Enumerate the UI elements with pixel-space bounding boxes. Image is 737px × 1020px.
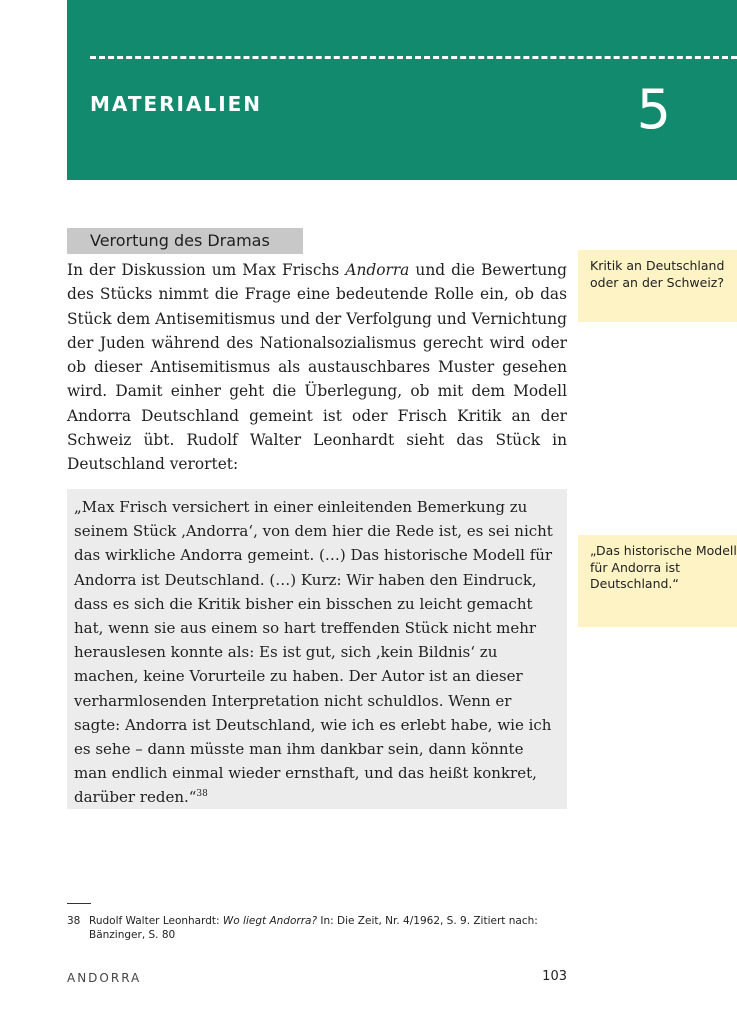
dashed-rule bbox=[90, 56, 737, 59]
footnote-number: 38 bbox=[67, 915, 81, 927]
quote-box bbox=[67, 489, 567, 809]
page-number: 103 bbox=[542, 969, 567, 984]
chapter-header bbox=[67, 0, 737, 180]
footnote-title: Wo liegt Andorra? bbox=[222, 915, 318, 927]
section-heading: Verortung des Dramas bbox=[67, 228, 303, 254]
running-title: ANDORRA bbox=[67, 971, 142, 985]
body-text-rest: und die Bewertung des Stücks nimmt die Frage eine bedeutende Rolle ein, ob das Stück dem Antisemitismus und der Verfolgung und Vernichtung der Juden während des Nationalsozialismus gerecht wird oder ob dieser Antisemitismus als austauschbares Muster gesehen wird. Damit einher geht die Überlegung, ob mit dem Modell Andorra Deutschland gemeint ist oder Frisch Kritik an der Schweiz übt. Rudolf Walter Leonhardt sieht das Stück in Deutschland verortet: bbox=[67, 261, 568, 474]
footnote-text bbox=[89, 914, 577, 942]
play-title: Andorra bbox=[345, 261, 410, 279]
quote-text: „Max Frisch versichert in einer einleitenden Bemerkung zu seinem Stück ‚Andorra‘, von dem hier die Rede ist, es sei nicht das wirkliche Andorra gemeint. (…) Das historische Modell für Andorra ist Deutschland. (…) Kurz: Wir haben den Eindruck, dass es sich die Kritik bisher ein bisschen zu leicht gemacht hat, wenn sie aus einem so hart treffenden Stück nicht mehr herauslesen konnte als: Es ist gut, sich ‚kein Bildnis‘ zu machen, keine Vorurteile zu haben. Der Autor ist an dieser verharmlosenden Interpretation nicht schuldlos. Wenn er sagte: Andorra ist Deutschland, wie ich es erlebt habe, wie ich es sehe – dann müsste man ihm dankbar sein, dann könnte man endlich einmal wieder ernsthaft, und das heißt konkret, darüber reden.“ bbox=[74, 498, 553, 807]
footnote bbox=[67, 914, 577, 942]
footnote-author: Rudolf Walter Leonhardt: bbox=[89, 915, 223, 927]
chapter-title: MATERIALIEN bbox=[90, 92, 263, 116]
chapter-number: 5 bbox=[636, 78, 671, 141]
body-paragraph bbox=[67, 258, 567, 477]
footnote-source: In: Die Zeit, Nr. 4/1962, S. 9. Zitiert nach: Bänzinger, S. 80 bbox=[89, 915, 538, 941]
body-text-start: In der Diskussion um Max Frischs bbox=[67, 261, 346, 279]
footnote-rule bbox=[67, 903, 91, 904]
margin-note: Kritik an Deutschland oder an der Schweiz? bbox=[578, 250, 737, 322]
footnote-reference: 38 bbox=[196, 789, 208, 800]
margin-note: „Das historische Modell für Andorra ist Deutschland.“ bbox=[578, 535, 737, 627]
